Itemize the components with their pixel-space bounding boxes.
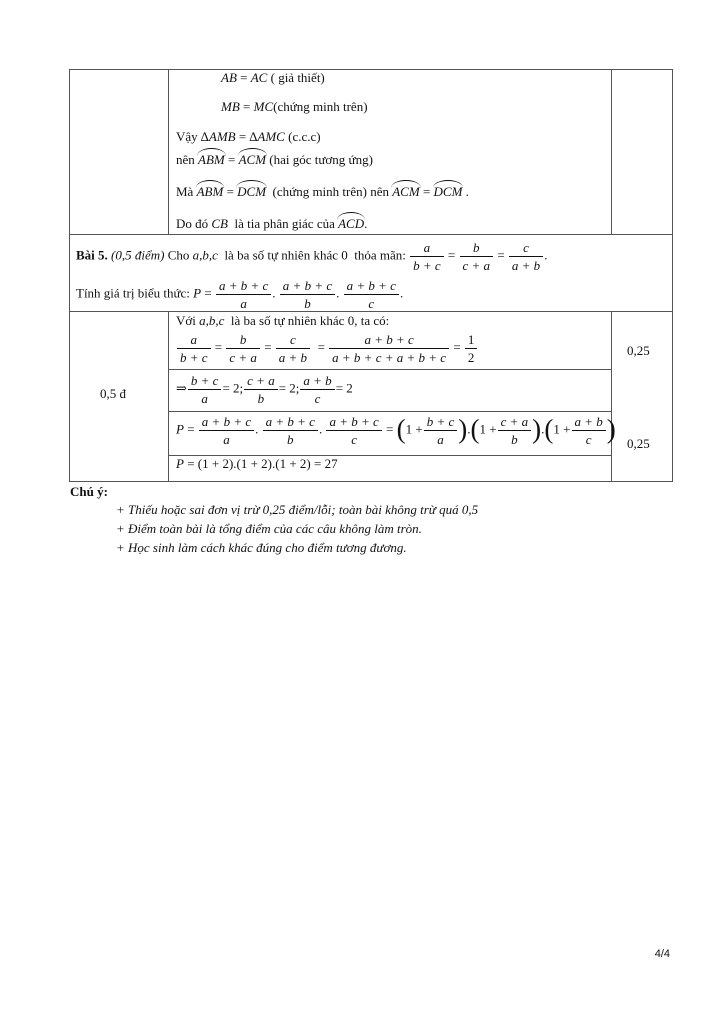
table-line (69, 69, 673, 70)
line-mb-mc: MB = MC(chứng minh trên) (221, 99, 368, 114)
word-nen: nên (176, 152, 195, 167)
word-voi: Với (176, 313, 196, 328)
corresponding-angles-note: (hai góc tương ứng) (269, 152, 373, 167)
word-cho: Cho (167, 247, 190, 263)
line-conclusion: Do đó CB là tia phân giác của ACD. (176, 216, 368, 231)
fraction: $\frac{1}{2}$ (465, 331, 478, 366)
note-item: + Điểm toàn bài là tổng điểm của các câu không làm tròn. (116, 521, 422, 536)
table-line (168, 69, 169, 234)
zero-value: 0 (341, 247, 348, 263)
line-ma: Mà ABM = DCM (chứng minh trên) nên ACM = DCM . (176, 184, 469, 199)
fraction: $\frac{a + b + c}{a}$ (199, 413, 254, 448)
word-thoa-man: thỏa mãn: (354, 247, 406, 263)
compute-prompt: Tính giá trị biểu thức: (76, 285, 190, 301)
page-number: 4/4 (654, 948, 670, 960)
table-line (168, 311, 169, 481)
p-expansion-row: P = $\frac{a + b + c}{a}$ . $\frac{a + b + c}{b}$ . $\frac{a + b + c}{c}$ = (1 + $\frac{b + c}{a}$ ).(1 + $\frac{c + a}{b}$ ).(1 + $\frac{a + b}{c}$ ) (176, 413, 616, 447)
score-cell-2: 0,25 (627, 436, 650, 451)
word-do-do: Do đó (176, 216, 209, 231)
fraction: $\frac{a}{b + c}$ (410, 239, 444, 274)
line-ab-ac: AB = AC ( giả thiết) (221, 70, 325, 85)
score-cell-1: 0,25 (627, 343, 650, 358)
fraction: $\frac{c}{a + b}$ (509, 239, 543, 274)
p-result-row: P = (1 + 2).(1 + 2).(1 + 2) = 27 (176, 456, 338, 471)
ccc-note: (c.c.c) (288, 129, 321, 144)
word-ta-co: , ta có: (354, 313, 390, 328)
table-line (672, 69, 673, 481)
fraction: $\frac{b + c}{a}$ (424, 413, 458, 448)
given-note: ( giả thiết) (270, 70, 325, 85)
table-line (611, 311, 612, 481)
table-line (69, 69, 70, 481)
fraction: $\frac{a + b}{c}$ (572, 413, 606, 448)
fraction: $\frac{c}{a + b}$ (276, 331, 310, 366)
fraction: $\frac{a + b + c}{b}$ (263, 413, 318, 448)
fraction: $\frac{b}{c + a}$ (226, 331, 260, 366)
word-ma: Mà (176, 184, 194, 199)
notes-section (70, 484, 478, 557)
problem-points: (0,5 điểm) (111, 247, 165, 263)
equal-ratios: $\frac{a}{b + c}$ = $\frac{b}{c + a}$ = $\frac{c}{a + b}$ = $\frac{a + b + c}{a + b + c + a + b + c}$ = $\frac{1}{2}$ (176, 331, 478, 366)
fraction: $\frac{b}{c + a}$ (460, 239, 494, 274)
notes-title: Chú ý: (70, 484, 108, 499)
condition-text: là ba số tự nhiên khác (224, 247, 338, 263)
bisector-note: là tia phân giác của (234, 216, 335, 231)
note-item: + Thiếu hoặc sai đơn vị trừ 0,25 điểm/lỗi; toàn bài không trừ quá 0,5 (116, 502, 479, 517)
proved-note: (chứng minh trên) (273, 99, 368, 114)
fraction: $\frac{a + b + c}{c}$ (326, 413, 381, 448)
fraction: $\frac{a + b + c}{a + b + c + a + b + c}$ (329, 331, 449, 366)
implication-row: ⇒ $\frac{b + c}{a}$ = 2; $\frac{c + a}{b}$ = 2; $\frac{a + b}{c}$ = 2 (176, 373, 353, 406)
condition-text: là ba số tự nhiên khác (230, 313, 345, 328)
fraction: $\frac{a + b + c}{c}$ (344, 277, 399, 312)
problem-title: Bài 5. (76, 247, 108, 263)
table-line (168, 369, 611, 370)
problem-5-statement: Bài 5. (0,5 điểm) Cho a,b,c là ba số tự nhiên khác 0 thỏa mãn: $\frac{a}{b + c}$ = $\frac{b}{c + a}$ = $\frac{c}{a + b}$ . (76, 240, 548, 273)
table-line (168, 411, 611, 412)
fraction: $\frac{a + b + c}{b}$ (280, 277, 335, 312)
fraction: $\frac{a + b + c}{a}$ (216, 277, 271, 312)
proved-then-note: (chứng minh trên) nên (272, 184, 389, 199)
table-line (69, 481, 673, 482)
table-line (69, 234, 673, 235)
problem-5-question: Tính giá trị biểu thức: P = $\frac{a + b + c}{a}$ . $\frac{a + b + c}{b}$ . $\frac{a + b + c}{c}$ . (76, 278, 404, 311)
zero-value: 0 (347, 313, 355, 328)
table-line (611, 69, 612, 234)
note-item: + Học sinh làm cách khác đúng cho điểm tương đương. (116, 540, 407, 555)
fraction: $\frac{a + b}{c}$ (300, 372, 334, 407)
line-congruent: Vậy ∆AMB = ∆AMC (c.c.c) (176, 129, 321, 144)
word-vay: Vậy (176, 129, 198, 144)
fraction: $\frac{b + c}{a}$ (188, 372, 222, 407)
line-angles-equal: nên ABM = ACM (hai góc tương ứng) (176, 152, 373, 167)
fraction: $\frac{c + a}{b}$ (498, 413, 532, 448)
answer-intro: Với a,b,c là ba số tự nhiên khác 0, ta có: (176, 313, 390, 328)
fraction: $\frac{c + a}{b}$ (244, 372, 278, 407)
total-score: 0,5 đ (100, 386, 126, 401)
fraction: $\frac{a}{b + c}$ (177, 331, 211, 366)
